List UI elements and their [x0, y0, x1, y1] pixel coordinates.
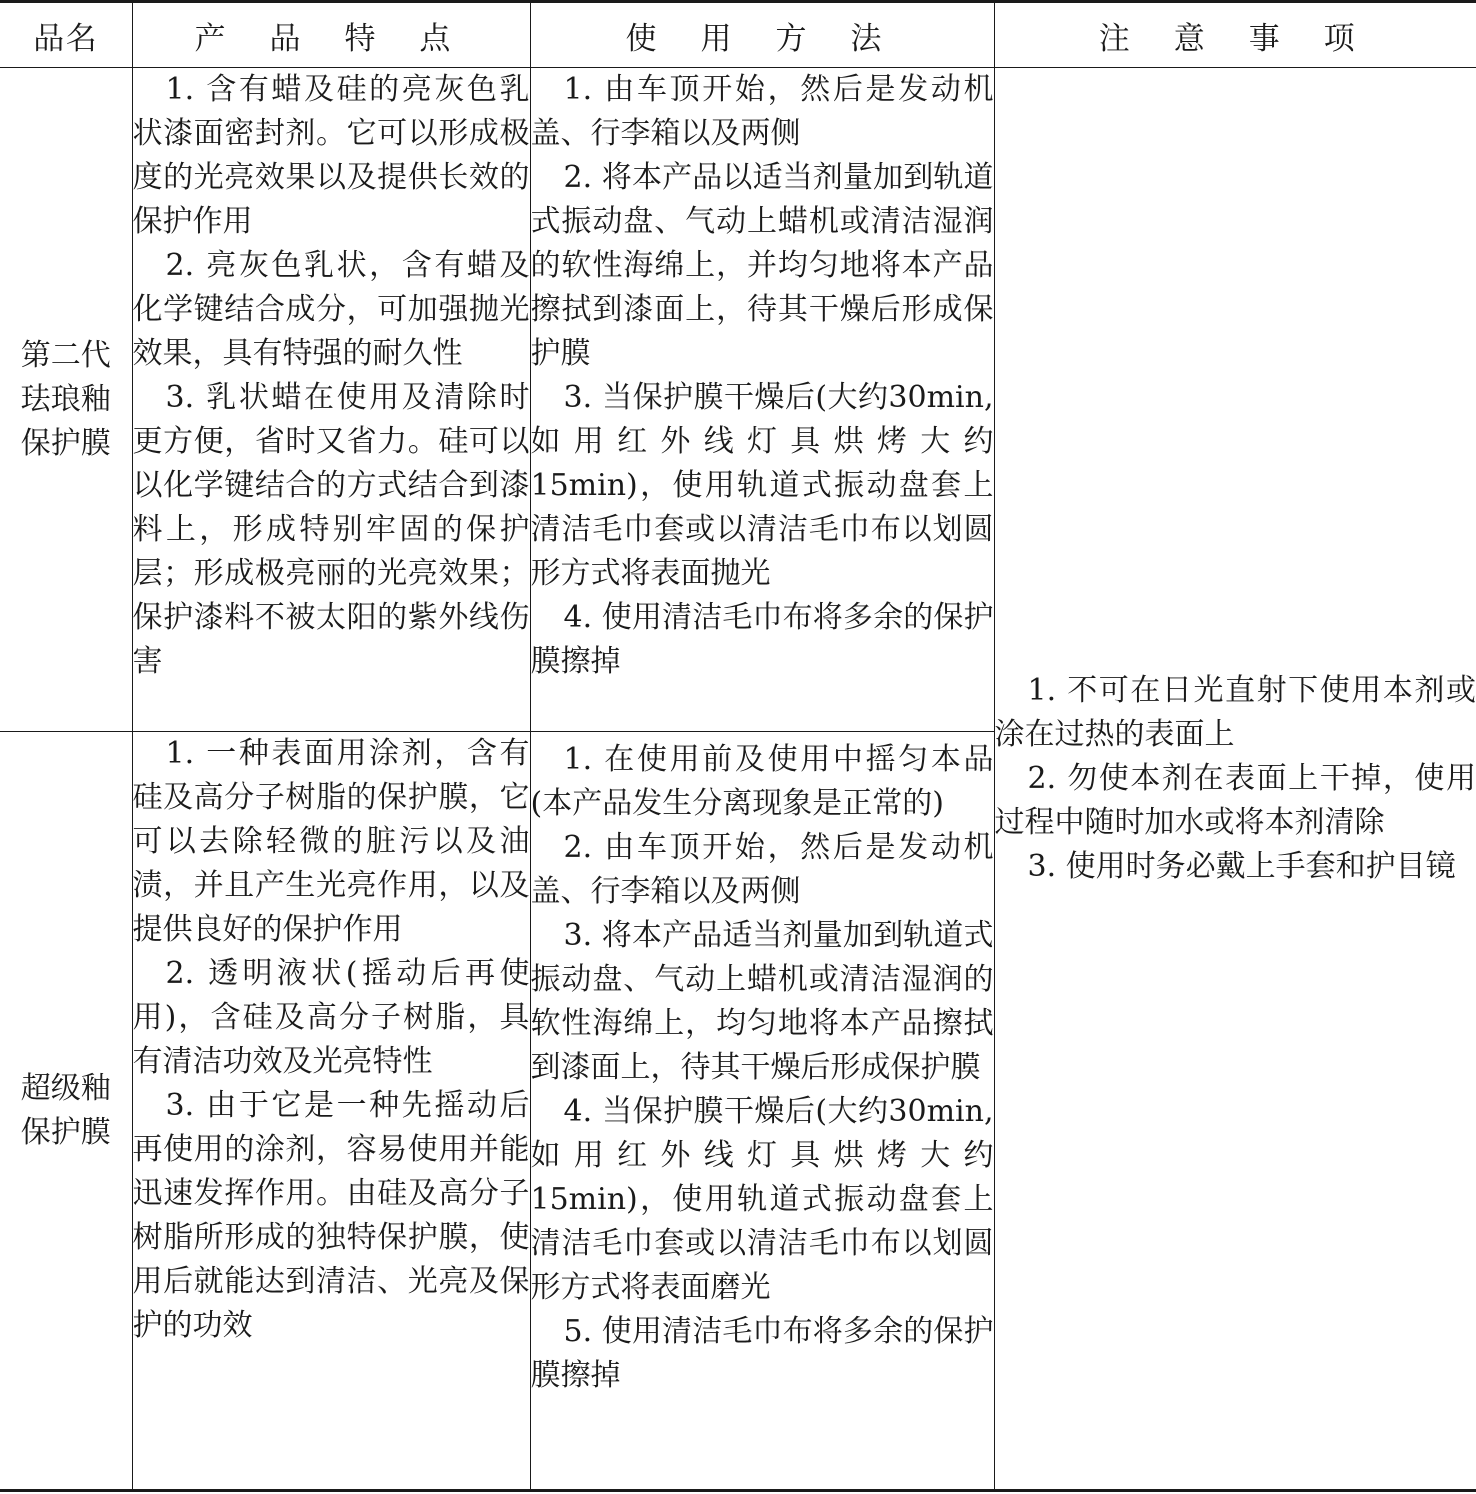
usage-item: 3. 将本产品适当剂量加到轨道式振动盘、气动上蜡机或清洁湿润的软性海绵上，均匀地将本产品擦拭到漆面上，待其干燥后形成保护膜	[530, 918, 994, 1085]
usage-item: 2. 由车顶开始，然后是发动机盖、行李箱以及两侧	[530, 830, 994, 909]
usage-item: 3. 当保护膜干燥后(大约30min,如用红外线灯具烘烤大约15min)，使用轨道式振动盘套上清洁毛巾套或以清洁毛巾布以划圆形方式将表面抛光	[530, 380, 994, 591]
product-name: 超级釉保护膜	[20, 1070, 111, 1150]
product-name-cell	[0, 68, 132, 732]
usage-cell	[530, 68, 994, 732]
usage-item: 4. 当保护膜干燥后(大约30min,如用红外线灯具烘烤大约15min)，使用轨道式振动盘套上清洁毛巾套或以清洁毛巾布以划圆形方式将表面磨光	[530, 1094, 994, 1305]
feature-item: 1. 含有蜡及硅的亮灰色乳状漆面密封剂。它可以形成极度的光亮效果以及提供长效的保护作用	[132, 72, 530, 239]
feature-item: 2. 亮灰色乳状，含有蜡及化学键结合成分，可加强抛光效果，具有特强的耐久性	[132, 248, 530, 371]
header-features: 产 品 特 点	[132, 2, 530, 68]
feature-item: 2. 透明液状(摇动后再使用)，含硅及高分子树脂，具有清洁功效及光亮特性	[132, 956, 530, 1079]
usage-item: 2. 将本产品以适当剂量加到轨道式振动盘、气动上蜡机或清洁湿润的软性海绵上，并均匀地将本产品擦拭到漆面上，待其干燥后形成保护膜	[530, 160, 994, 371]
features-cell	[132, 732, 530, 1491]
note-item: 1. 不可在日光直射下使用本剂或涂在过热的表面上	[994, 672, 1476, 752]
notes-cell	[994, 68, 1476, 1491]
usage-item: 1. 在使用前及使用中摇匀本品(本产品发生分离现象是正常的)	[530, 742, 994, 821]
feature-item: 3. 乳状蜡在使用及清除时更方便，省时又省力。硅可以以化学键结合的方式结合到漆料上，形成特别牢固的保护层；形成极亮丽的光亮效果；保护漆料不被太阳的紫外线伤害	[132, 380, 530, 679]
table-row	[0, 68, 1476, 732]
header-product-name: 品名	[0, 2, 132, 68]
product-name: 第二代珐琅釉保护膜	[20, 337, 111, 461]
header-row	[0, 2, 1476, 68]
product-name-cell	[0, 732, 132, 1491]
header-usage: 使 用 方 法	[530, 2, 994, 68]
note-item: 2. 勿使本剂在表面上干掉，使用过程中随时加水或将本剂清除	[994, 760, 1476, 840]
feature-item: 3. 由于它是一种先摇动后再使用的涂剂，容易使用并能迅速发挥作用。由硅及高分子树脂所形成的独特保护膜，使用后就能达到清洁、光亮及保护的功效	[132, 1088, 530, 1343]
usage-item: 4. 使用清洁毛巾布将多余的保护膜擦掉	[530, 600, 994, 679]
feature-item: 1. 一种表面用涂剂，含有硅及高分子树脂的保护膜，它可以去除轻微的脏污以及油渍，并且产生光亮作用，以及提供良好的保护作用	[132, 736, 530, 947]
usage-item: 1. 由车顶开始，然后是发动机盖、行李箱以及两侧	[530, 72, 994, 151]
header-notes: 注 意 事 项	[994, 2, 1476, 68]
features-cell	[132, 68, 530, 732]
usage-item: 5. 使用清洁毛巾布将多余的保护膜擦掉	[530, 1314, 994, 1393]
usage-cell	[530, 732, 994, 1491]
note-item: 3. 使用时务必戴上手套和护目镜	[1027, 848, 1456, 884]
